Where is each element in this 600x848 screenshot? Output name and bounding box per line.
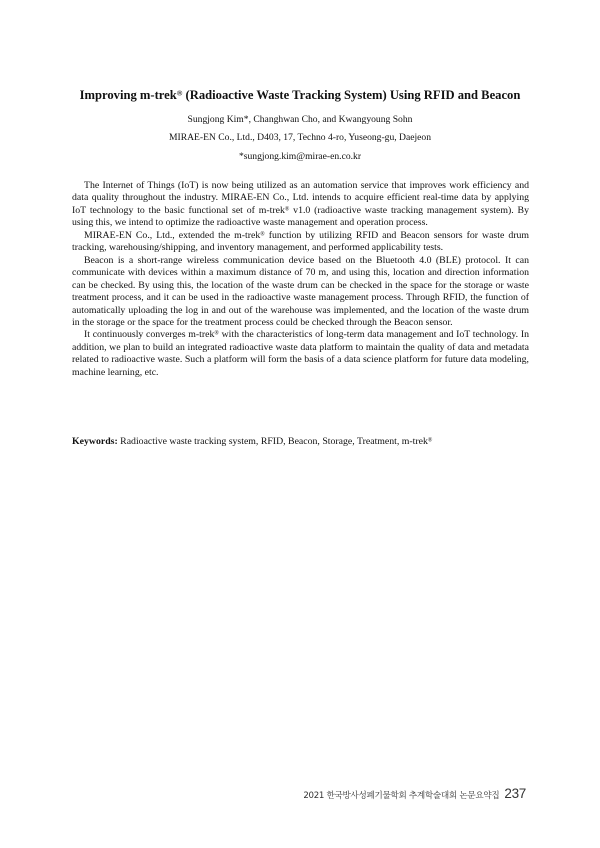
abstract-body xyxy=(72,180,529,379)
keywords-line xyxy=(72,436,529,448)
corresponding-email: *sungjong.kim@mirae-en.co.kr xyxy=(238,151,362,162)
author-list: Sungjong Kim*, Changhwan Cho, and Kwangyoung Sohn xyxy=(187,114,413,125)
abstract-paragraph-2: MIRAE-EN Co., Ltd., extended the m-trek® function by utilizing RFID and Beacon sensors for waste drum tracking, warehousing/shipping, and inventory management, and performed applicability tests. xyxy=(72,229,530,254)
paper-title: Improving m-trek® (Radioactive Waste Tracking System) Using RFID and Beacon xyxy=(79,88,521,102)
abstract-paragraph-1: The Internet of Things (IoT) is now being utilized as an automation service that improves work efficiency and data quality throughout the industry. MIRAE-EN Co., Ltd. intends to acquire efficient real-time data by applying IoT technology to the basic functional set of m-trek® v1.0 (radioactive waste tracking management system). By using this, we intend to optimize the radioactive waste management and operation process. xyxy=(72,180,529,229)
abstract-paragraph-4: It continuously converges m-trek® with the characteristics of long-term data management and IoT technology. In addition, we plan to build an integrated radioactive waste data platform to maintain the quality of data and metadata related to radioactive waste. Such a platform will form the basis of a data science platform for future data modeling, machine learning, etc. xyxy=(72,329,529,378)
page-number: 237 xyxy=(504,786,526,801)
keywords-label: Keywords: xyxy=(72,436,118,447)
keywords-text: Radioactive waste tracking system, RFID, Beacon, Storage, Treatment, m-trek® xyxy=(120,436,433,447)
page-footer xyxy=(303,786,526,801)
abstract-paragraph-3: Beacon is a short-range wireless communication device based on the Bluetooth 4.0 (BLE) protocol. It can communicate with devices within a maximum distance of 70 m, and using this, location and direction information can be checked. By using this, the location of the waste drum can be checked in the space for the storage or waste treatment process, and it can be used in the radioactive waste management process. Through RFID, the function of automatically uploading the log in and out of the warehouse was implemented, and the location of the waste drum in the storage or the space for the treatment process could be checked through the Beacon sensor. xyxy=(72,254,529,328)
conference-proceedings-name: 2021 한국방사성폐기물학회 추계학술대회 논문요약집 xyxy=(303,791,500,801)
author-affiliation: MIRAE-EN Co., Ltd., D403, 17, Techno 4-ro, Yuseong-gu, Daejeon xyxy=(168,132,432,143)
